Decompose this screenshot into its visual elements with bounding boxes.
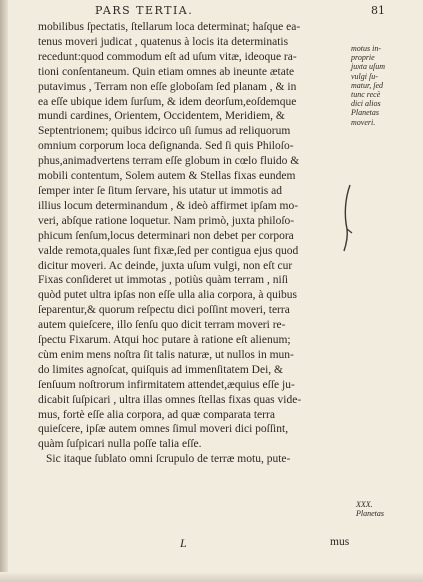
text-line: quòd putet ultra ipſas non eſſe ulla alia corpora, à quibus bbox=[38, 289, 297, 302]
body-text bbox=[38, 20, 350, 467]
margin-note-line: moveri. bbox=[351, 117, 376, 127]
text-line: ſeparentur,& quorum reſpectu dici poſſint moveri, terra bbox=[38, 304, 290, 317]
page-gutter bbox=[0, 0, 8, 582]
margin-note-line: XXX. bbox=[356, 500, 373, 509]
text-line: recedunt:quod commodum eſt ad uſum vitæ, ideoque ra- bbox=[38, 50, 297, 63]
text-line: valde remota,quales ſunt fixæ,ſed per contigua ejus quod bbox=[38, 244, 299, 257]
text-line: mus, fortè eſſe alia corpora, ad quæ comparata terra bbox=[38, 408, 275, 421]
margin-note-line: juxta uſum bbox=[351, 62, 385, 72]
text-line: autem quieſcere, illo ſenſu quo dicit terram moveri re- bbox=[38, 319, 286, 332]
text-line: ſenſuum noſtrorum infirmitatem attendet,æquius eſſe ju- bbox=[38, 378, 295, 391]
margin-note-line: vulgi ſu- bbox=[351, 71, 378, 81]
catchword: mus bbox=[330, 536, 350, 548]
text-line: phicum ſenſum,locus determinari non debet per corpora bbox=[38, 229, 294, 242]
margin-note-planetas bbox=[356, 500, 423, 518]
margin-note-line: matur, ſed bbox=[351, 80, 383, 90]
margin-note-line: tunc recè bbox=[351, 90, 381, 100]
text-line: veri, abſque ratione loquetur. Nam primò, juxta philoſo- bbox=[38, 214, 295, 227]
margin-note-motus bbox=[351, 44, 421, 127]
margin-note-line: motus in- bbox=[351, 44, 381, 53]
margin-note-line: Planetas bbox=[351, 108, 379, 118]
text-line: Sic itaque ſublato omni ſcrupulo de terræ motu, pute- bbox=[46, 453, 291, 466]
text-line: cùm enim mens noſtra ſit talis naturæ, ut nullos in mun- bbox=[38, 348, 294, 361]
text-line: dicitur moveri. Ac deinde, juxta uſum vulgi, non eſt cur bbox=[38, 259, 293, 272]
running-head-title: PARS TERTIA. bbox=[95, 4, 194, 17]
text-line: ſemper inter ſe ſitum ſervare, his utatur ut immotis ad bbox=[38, 184, 282, 197]
signature-mark: L bbox=[180, 536, 187, 550]
text-line: mobilibus ſpectatis, ſtellarum loca determinat; haſque ea- bbox=[38, 21, 301, 33]
margin-note-line: proprie bbox=[351, 53, 375, 63]
text-line: mobili contentum, Solem autem & Stellas fixas eundem bbox=[38, 170, 296, 183]
text-line: putavimus , Terram non eſſe globoſam ſed planam , & in bbox=[38, 80, 297, 93]
handwritten-bracket-mark bbox=[338, 183, 356, 253]
text-line: ſpectu Fixarum. Atqui hoc putare à ratione eſt alienum; bbox=[38, 334, 291, 347]
page-bottom-edge bbox=[0, 572, 423, 582]
text-line: dicabit ſuſpicari , ultra illas omnes ſtellas fixas quas vide- bbox=[38, 393, 302, 406]
text-line: quieſcere, ipſæ autem omnes ſimul moveri dici poſſint, bbox=[38, 423, 289, 436]
margin-note-line: Planetas bbox=[356, 509, 384, 519]
text-line: omnium corporum loca deſignanda. Sed ſi quis Philoſo- bbox=[38, 140, 294, 153]
text-line: do limites agnoſcat, quiſquis ad immenſitatem Dei, & bbox=[38, 363, 283, 376]
text-line: Septentrionem; quibus idcirco uſi ſumus ad reliquorum bbox=[38, 125, 291, 138]
margin-note-line: dici alios bbox=[351, 99, 381, 109]
text-line: illius locum determinandum , & ideò affirmet ipſam mo- bbox=[38, 199, 299, 212]
text-line: mundi cardines, Orientem, Occidentem, Meridiem, & bbox=[38, 110, 285, 123]
text-line: phus,animadvertens terram eſſe globum in cœlo fluido & bbox=[38, 155, 300, 168]
page-number: 81 bbox=[371, 4, 385, 17]
text-line: quàm ſuſpicari nulla poſſe talia eſſe. bbox=[38, 438, 202, 451]
text-line: tenus moveri judicat , quatenus à locis ita determinatis bbox=[38, 35, 289, 48]
text-line: Fixas conſideret ut immotas , potiùs quàm terram , niſi bbox=[38, 274, 289, 287]
text-line: tioni conſentaneum. Quin etiam omnes ab ineunte ætate bbox=[38, 65, 295, 78]
text-line: ea eſſe ubique idem ſurſum, & idem deorſum,eoſdemque bbox=[38, 95, 297, 108]
